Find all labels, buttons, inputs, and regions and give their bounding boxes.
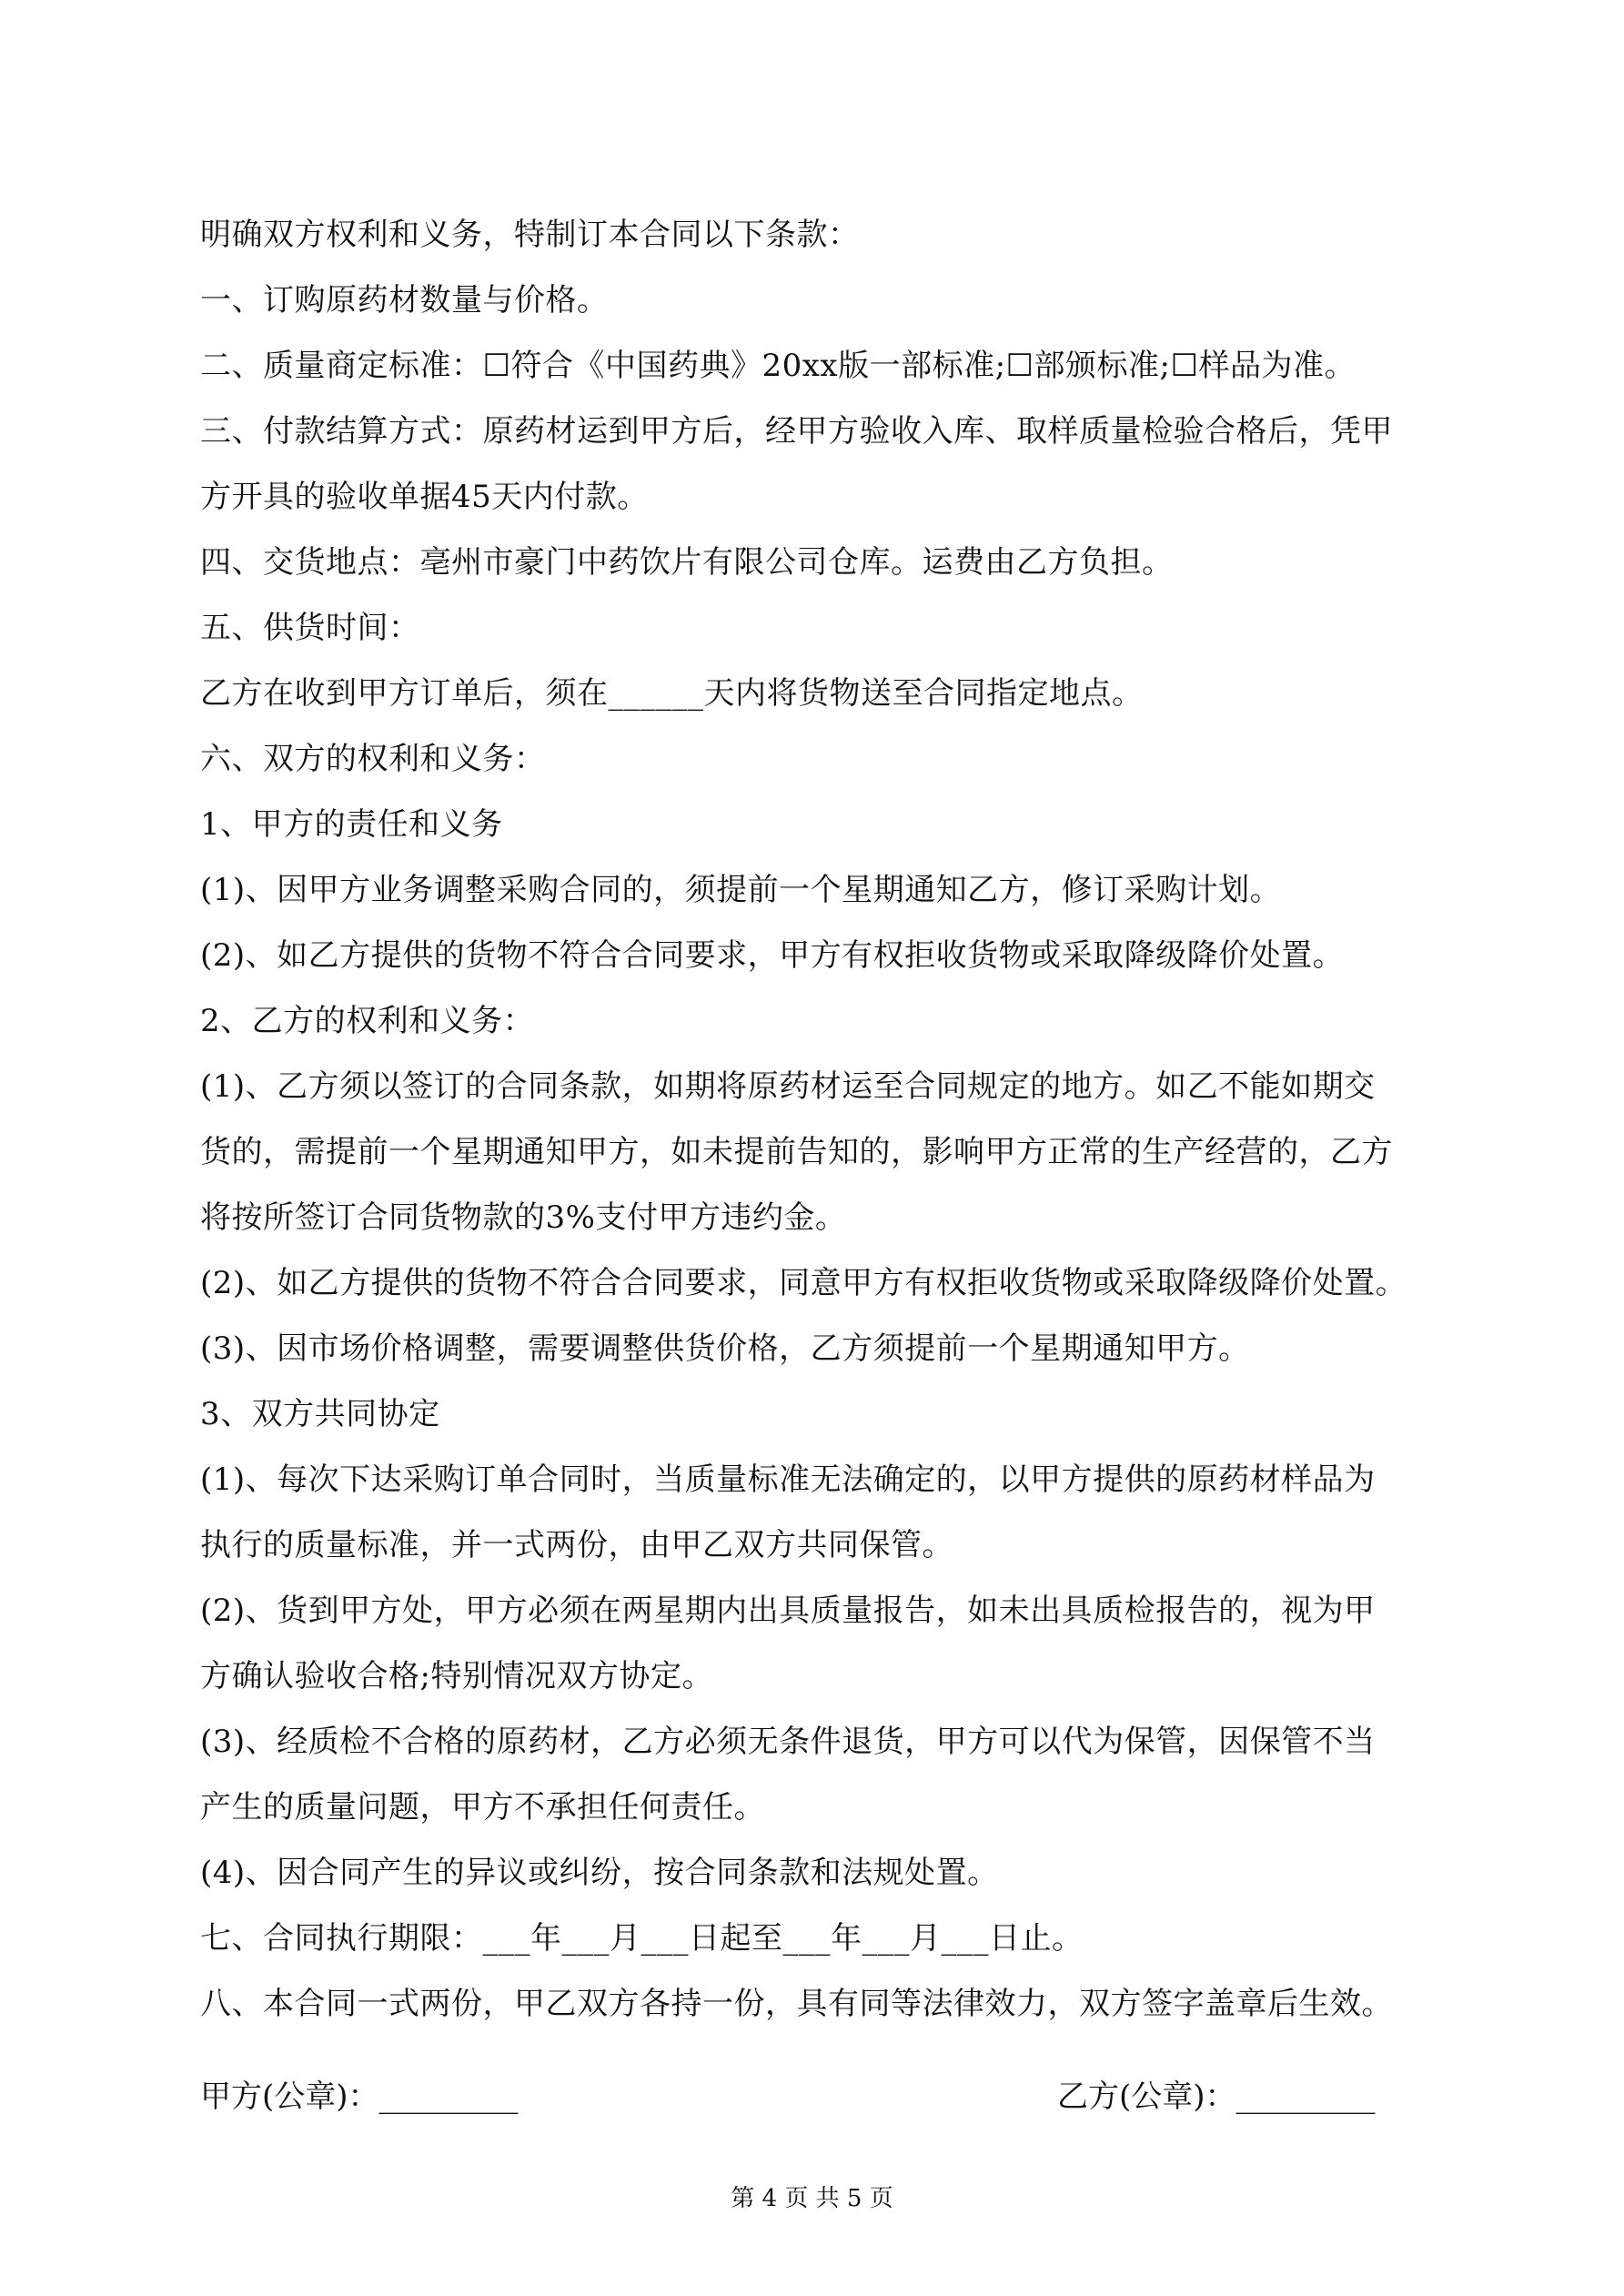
text-line: (4)、因合同产生的异议或纠纷，按合同条款和法规处置。 [200, 1855, 999, 1891]
text-line: 五、供货时间： [200, 610, 420, 646]
page-footer: 第 4 页 共 5 页 [731, 2185, 893, 2212]
text-line: 3、双方共同协定 [200, 1396, 440, 1432]
text-line: (1)、每次下达采购订单合同时，当质量标准无法确定的，以甲方提供的原药材样品为 [200, 1462, 1376, 1498]
text-line: 明确双方权利和义务，特制订本合同以下条款： [200, 217, 860, 253]
text-line: 产生的质量问题，甲方不承担任何责任。 [200, 1789, 765, 1826]
text-line: 乙方在收到甲方订单后，须在______天内将货物送至合同指定地点。 [200, 675, 1144, 712]
contract-body [200, 202, 1447, 2037]
party-a-signature: 甲方(公章)：_________ [200, 2079, 519, 2115]
text-line: 三、付款结算方式：原药材运到甲方后，经甲方验收入库、取样质量检验合格后，凭甲 [200, 413, 1393, 450]
text-line: 二、质量商定标准：☐符合《中国药典》20xx版一部标准;☐部颁标准;☐样品为准。 [200, 348, 1356, 384]
signature-row [200, 2064, 1447, 2129]
text-line: 六、双方的权利和义务： [200, 741, 546, 777]
text-line: (3)、因市场价格调整，需要调整供货价格，乙方须提前一个星期通知甲方。 [200, 1330, 1250, 1367]
text-line: (2)、货到甲方处，甲方必须在两星期内出具质量报告，如未出具质检报告的，视为甲 [200, 1593, 1376, 1629]
text-line: 2、乙方的权利和义务： [200, 1003, 535, 1039]
text-line: (3)、经质检不合格的原药材，乙方必须无条件退货，甲方可以代为保管，因保管不当 [200, 1724, 1376, 1760]
text-line: 执行的质量标准，并一式两份，由甲乙双方共同保管。 [200, 1527, 953, 1563]
text-line: (1)、乙方须以签订的合同条款，如期将原药材运至合同规定的地方。如乙不能如期交 [200, 1068, 1376, 1105]
party-b-signature: 乙方(公章)：_________ [1057, 2079, 1376, 2115]
text-line: 四、交货地点：亳州市豪门中药饮片有限公司仓库。运费由乙方负担。 [200, 544, 1174, 581]
text-line: (2)、如乙方提供的货物不符合合同要求，甲方有权拒收货物或采取降级降价处置。 [200, 937, 1345, 974]
text-line: 1、甲方的责任和义务 [200, 806, 503, 843]
text-line: 七、合同执行期限：___年___月___日起至___年___月___日止。 [200, 1920, 1084, 1957]
text-line: (2)、如乙方提供的货物不符合合同要求，同意甲方有权拒收货物或采取降级降价处置。 [200, 1265, 1407, 1301]
text-line: 八、本合同一式两份，甲乙双方各持一份，具有同等法律效力，双方签字盖章后生效。 [200, 1986, 1393, 2022]
text-line: (1)、因甲方业务调整采购合同的，须提前一个星期通知乙方，修订采购计划。 [200, 872, 1282, 908]
text-line: 方开具的验收单据45天内付款。 [200, 479, 649, 515]
text-line: 将按所签订合同货物款的3%支付甲方违约金。 [200, 1199, 847, 1236]
text-line: 一、订购原药材数量与价格。 [200, 282, 609, 319]
text-line: 方确认验收合格;特别情况双方协定。 [200, 1658, 713, 1694]
text-line: 货的，需提前一个星期通知甲方，如未提前告知的，影响甲方正常的生产经营的，乙方 [200, 1134, 1393, 1170]
